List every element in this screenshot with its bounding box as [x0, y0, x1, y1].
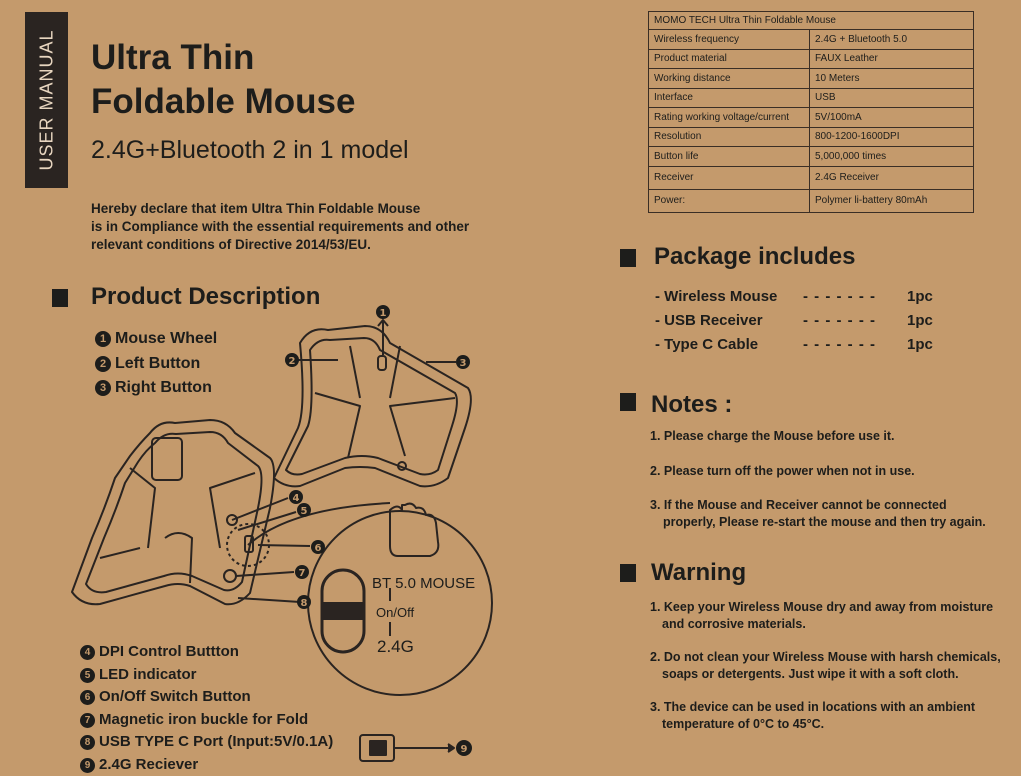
callout-4: 4	[292, 493, 300, 504]
package-dash: - - - - - - -	[803, 336, 876, 353]
package-item: - Type C Cable	[655, 336, 759, 353]
warning-item-cont: soaps or detergents. Just wipe it with a soft cloth.	[662, 667, 959, 681]
spec-value: 5V/100mA	[810, 108, 974, 128]
legend-number: 8	[80, 735, 95, 750]
package-dash: - - - - - - -	[803, 312, 876, 329]
table-row	[649, 49, 974, 69]
declaration-line: is in Compliance with the essential requirements and other	[91, 219, 470, 234]
product-description-heading: Product Description	[91, 283, 321, 310]
legend-number: 6	[80, 690, 95, 705]
mouse-top-view-inner	[286, 338, 457, 475]
legend-label: Left Button	[115, 354, 201, 372]
package-qty: 1pc	[907, 288, 933, 305]
switch-label-24g: 2.4G	[377, 637, 414, 656]
legend-label: Mouse Wheel	[115, 330, 218, 347]
table-row	[649, 30, 974, 50]
legend-number: 3	[95, 380, 111, 396]
warning-heading: Warning	[651, 559, 747, 586]
table-row	[649, 166, 974, 189]
callout-1: 1	[379, 308, 387, 319]
spec-value: 5,000,000 times	[810, 147, 974, 167]
legend-number: 9	[80, 758, 95, 773]
list-item	[655, 309, 933, 333]
warning-item: 2. Do not clean your Wireless Mouse with harsh chemicals,	[650, 650, 1001, 664]
section-marker	[620, 393, 636, 411]
warning-list	[650, 699, 975, 733]
package-heading: Package includes	[654, 243, 856, 270]
switch-label-bt: BT 5.0 MOUSE	[372, 575, 476, 592]
warning-item-cont: and corrosive materials.	[662, 617, 806, 631]
spec-key: Interface	[649, 88, 810, 108]
package-dash: - - - - - - -	[803, 288, 876, 305]
spec-key: Power:	[649, 189, 810, 212]
spec-key: Product material	[649, 49, 810, 69]
table-row	[649, 189, 974, 212]
title-line-2: Foldable Mouse	[91, 82, 356, 121]
notes-heading: Notes :	[651, 391, 733, 418]
spec-key: Rating working voltage/current	[649, 108, 810, 128]
mouse-bottom-view-inner	[86, 432, 262, 592]
callout-9: 9	[460, 744, 468, 755]
package-list	[655, 285, 933, 357]
spec-value: 10 Meters	[810, 69, 974, 89]
warning-list	[650, 649, 1001, 683]
spec-key: Button life	[649, 147, 810, 167]
declaration	[91, 200, 511, 254]
legend-number: 1	[95, 331, 111, 347]
spec-table-title: MOMO TECH Ultra Thin Foldable Mouse	[649, 12, 974, 30]
notes-list	[650, 428, 895, 445]
table-row	[649, 69, 974, 89]
legend-number: 7	[80, 713, 95, 728]
notes-list	[650, 497, 986, 531]
spec-value: 800-1200-1600DPI	[810, 127, 974, 147]
legend-label: 2.4G Reciever	[99, 755, 199, 773]
receiver-slot	[152, 438, 182, 480]
package-item: - USB Receiver	[655, 312, 763, 329]
callout-6: 6	[314, 543, 322, 554]
spec-key: Wireless frequency	[649, 30, 810, 50]
product-diagram	[60, 298, 530, 770]
callout-3: 3	[459, 358, 467, 369]
table-row	[649, 127, 974, 147]
note-item: 2. Please turn off the power when not in use.	[650, 464, 915, 478]
spec-key: Working distance	[649, 69, 810, 89]
legend-label: Right Button	[115, 379, 212, 396]
spec-value: USB	[810, 88, 974, 108]
package-item: - Wireless Mouse	[655, 288, 778, 305]
table-row	[649, 88, 974, 108]
callout-8: 8	[300, 598, 308, 609]
spec-value: Polymer li-battery 80mAh	[810, 189, 974, 212]
spec-value: 2.4G Receiver	[810, 166, 974, 189]
table-row	[649, 108, 974, 128]
package-qty: 1pc	[907, 312, 933, 329]
zoom-switch-toggle	[322, 603, 364, 619]
legend-number: 5	[80, 668, 95, 683]
callout-2: 2	[288, 356, 296, 367]
list-item	[655, 285, 933, 309]
declaration-line: relevant conditions of Directive 2014/53/EU.	[91, 237, 371, 252]
callout-7: 7	[298, 568, 306, 579]
legend-label: On/Off Switch Button	[99, 688, 251, 705]
scroll-wheel	[378, 356, 386, 370]
note-item: 1. Please charge the Mouse before use it.	[650, 429, 895, 443]
callout-5: 5	[300, 506, 308, 517]
table-row	[649, 147, 974, 167]
legend-number: 4	[80, 645, 95, 660]
warning-item-cont: temperature of 0°C to 45°C.	[662, 717, 825, 731]
warning-item: 3. The device can be used in locations with an ambient	[650, 700, 976, 714]
notes-list	[650, 463, 915, 480]
legend-number: 2	[95, 356, 111, 372]
warning-list	[650, 599, 993, 633]
note-item-cont: properly, Please re-start the mouse and then try again.	[663, 515, 986, 529]
section-marker	[620, 564, 636, 582]
spec-table-header	[649, 12, 974, 30]
declaration-line: Hereby declare that item Ultra Thin Foldable Mouse	[91, 201, 421, 216]
section-marker	[620, 249, 636, 267]
legend-label: LED indicator	[99, 665, 197, 683]
spec-key: Resolution	[649, 127, 810, 147]
user-manual-tab	[25, 12, 68, 188]
legend-label: USB TYPE C Port (Input:5V/0.1A)	[99, 733, 334, 750]
title-line-1: Ultra Thin	[91, 38, 255, 77]
switch-label-onoff: On/Off	[376, 605, 415, 620]
magnetic-buckle	[224, 570, 236, 582]
list-item	[655, 333, 933, 357]
page-title	[91, 36, 355, 124]
note-item: 3. If the Mouse and Receiver cannot be connected	[650, 498, 947, 512]
legend-label: DPI Control Buttton	[99, 643, 239, 660]
user-manual-label: USER MANUAL	[36, 29, 56, 171]
spec-key: Receiver	[649, 166, 810, 189]
legend-label: Magnetic iron buckle for Fold	[99, 710, 309, 728]
spec-value: FAUX Leather	[810, 49, 974, 69]
warning-item: 1. Keep your Wireless Mouse dry and away from moisture	[650, 600, 994, 614]
package-qty: 1pc	[907, 336, 933, 353]
page-subtitle: 2.4G+Bluetooth 2 in 1 model	[91, 136, 409, 164]
spec-table	[648, 11, 974, 213]
spec-value: 2.4G + Bluetooth 5.0	[810, 30, 974, 50]
